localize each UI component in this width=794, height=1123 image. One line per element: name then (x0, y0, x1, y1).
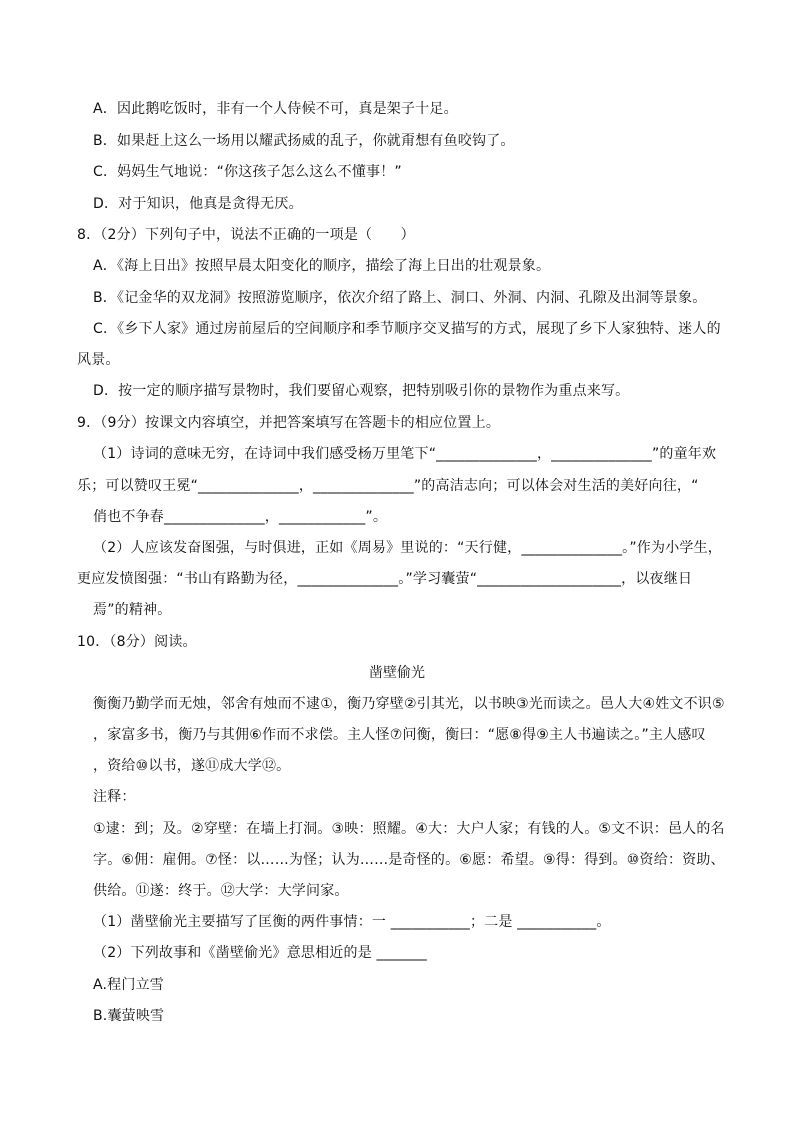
notes-line1: ①逮：到；及。②穿壁：在墙上打洞。③映：照耀。④大：大户人家；有钱的人。⑤文不识：邑人的名 (93, 821, 725, 837)
passage-title: 凿壁偷光 (369, 665, 425, 681)
q7-option-c: C．妈妈生气地说：“你这孩子怎么这么不懂事！” (93, 164, 402, 180)
passage-line2: ，家富多书，衡乃与其佣⑥作而不求偿。主人怪⑦问衡，衡曰：“愿⑧得⑨主人书遍读之。”主人感叹 (93, 727, 706, 743)
q8-option-d: D．按一定的顺序描写景物时，我们要留心观察，把特别吸引你的景物作为重点来写。 (93, 383, 630, 399)
notes-line2: 字。⑥佣：雇佣。⑦怪：以……为怪；认为……是奇怪的。⑥愿：希望。⑨得：得到。⑩资给：资助、 (93, 852, 725, 868)
q9-part2-line2: 更应发愤图强：“书山有路勤为径，______________。”学习囊萤“____________________，以夜继日 (77, 571, 693, 587)
q10-option-a: A.程门立雪 (93, 977, 164, 993)
q8-option-a: A．《海上日出》按照早晨太阳变化的顺序，描绘了海上日出的壮观景象。 (93, 258, 551, 274)
q8-stem: 8．（2分）下列句子中，说法不正确的一项是（ ） (77, 227, 415, 243)
q8-option-c-line2: 风景。 (77, 352, 120, 368)
q7-option-d: D．对于知识，他真是贪得无厌。 (93, 196, 303, 212)
q10-subquestion-2: （2）下列故事和《凿壁偷光》意思相近的是 _______ (93, 945, 427, 961)
q10-stem: 10．（8分）阅读。 (77, 634, 197, 650)
q10-option-b: B.囊萤映雪 (93, 1008, 165, 1024)
passage-line3: ，资给⑩以书，遂⑪成大学⑫。 (93, 758, 291, 774)
notes-label: 注释： (93, 789, 136, 805)
q7-option-b: B．如果赶上这么一场用以耀武扬威的乱子，你就甭想有鱼咬钩了。 (93, 133, 515, 149)
passage-line1: 衡衡乃勤学而无烛，邻舍有烛而不逮①，衡乃穿壁②引其光，以书映③光而读之。邑人大④姓文不识⑤ (93, 696, 725, 712)
q9-part2-line1: （2）人应该发奋图强，与时俱进，正如《周易》里说的：“天行健，______________。”作为小学生， (93, 540, 723, 556)
q9-part1-line2: 乐；可以赞叹王冕“______________，______________”的高洁志向；可以体会对生活的美好向往，“ (77, 478, 699, 494)
notes-line3: 供给。⑪遂：终于。⑫大学：大学问家。 (93, 883, 349, 899)
q10-subquestion-1: （1）凿壁偷光主要描写了匡衡的两件事情：一 ___________；二是 ___________。 (93, 914, 611, 930)
q8-option-c-line1: C．《乡下人家》通过房前屋后的空间顺序和季节顺序交叉描写的方式，展现了乡下人家独特、迷人的 (93, 321, 721, 337)
q9-part2-line3: 焉”的精神。 (93, 602, 172, 618)
q9-stem: 9．（9分）按课文内容填空，并把答案填写在答题卡的相应位置上。 (77, 415, 501, 431)
q9-part1-line1: （1）诗词的意味无穷，在诗词中我们感受杨万里笔下“______________，______________”的童年欢 (93, 446, 717, 462)
q9-part1-line3: 俏也不争春______________，____________”。 (93, 509, 388, 525)
q7-option-a: A．因此鹅吃饭时，非有一个人侍候不可，真是架子十足。 (93, 101, 458, 117)
q8-option-b: B．《记金华的双龙洞》按照游览顺序，依次介绍了路上、洞口、外洞、内洞、孔隙及出洞等景象。 (93, 290, 707, 306)
